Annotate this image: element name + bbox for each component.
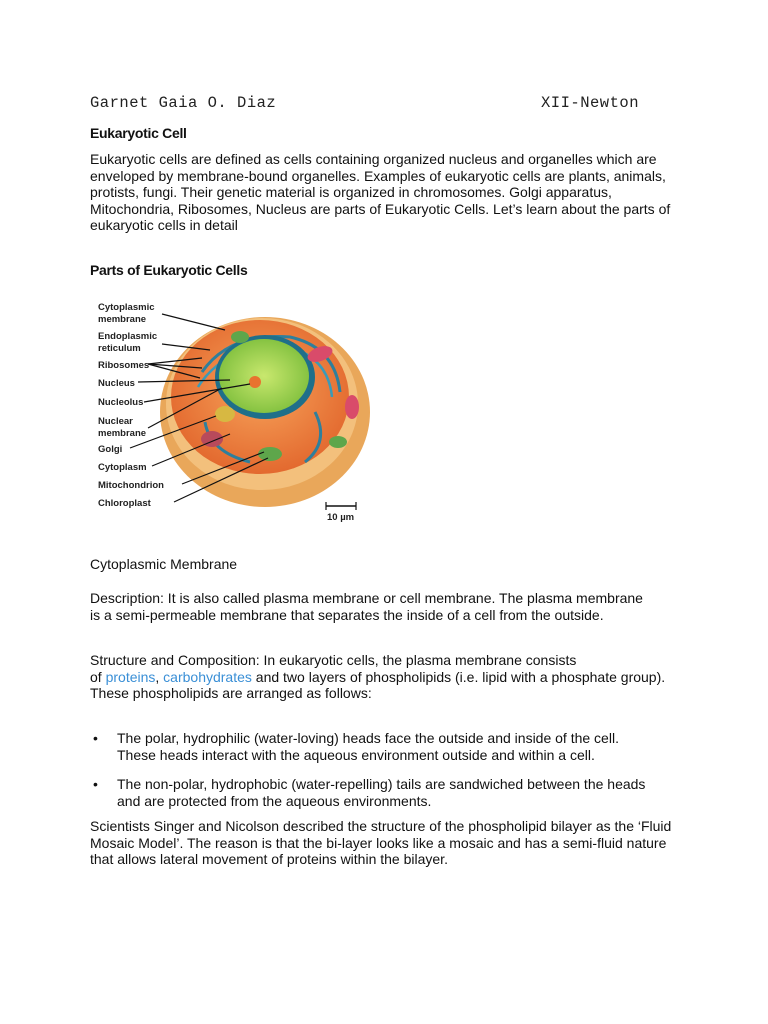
structure-line-1: Structure and Composition: In eukaryotic cells, the plasma membrane consists: [90, 652, 577, 668]
membrane-description: Description: It is also called plasma membrane or cell membrane. The plasma membrane is a semi-permeable membrane that separates the inside of a cell from the outside.: [90, 590, 643, 623]
label-chloroplast: Chloroplast: [98, 498, 151, 509]
structure-of: of: [90, 668, 106, 685]
structure-comma: ,: [155, 668, 164, 685]
nucleolus-icon: [249, 376, 261, 388]
label-nucleus: Nucleus: [98, 378, 135, 389]
label-endoplasmic: Endoplasmic: [98, 331, 158, 342]
heading-eukaryotic-cell: Eukaryotic Cell: [90, 125, 187, 141]
label-membrane: membrane: [98, 314, 147, 325]
bullet-item: • The non-polar, hydrophobic (water-repelling) tails are sandwiched between the heads and are protected from the aqueous environments.: [90, 776, 656, 809]
label-mitochondrion: Mitochondrion: [98, 480, 164, 491]
author-name: Garnet Gaia O. Diaz: [90, 94, 277, 112]
scale-bar-label: 10 µm: [327, 512, 355, 523]
structure-paragraph: [90, 652, 690, 702]
label-reticulum: reticulum: [98, 343, 141, 354]
golgi-icon: [215, 406, 235, 422]
label-ribosomes: Ribosomes: [98, 360, 150, 371]
section-title-membrane: Cytoplasmic Membrane: [90, 556, 238, 572]
label-golgi: Golgi: [98, 444, 123, 455]
structure-rest: and two layers of phospholipids (i.e. lipid with a phosphate group).: [251, 668, 666, 685]
label-nuclear: Nuclear: [98, 416, 133, 427]
eukaryotic-cell-figure: [90, 292, 380, 528]
bullet-item: • The polar, hydrophilic (water-loving) heads face the outside and inside of the cell. These heads interact with the aqueous environment outside and within a cell.: [90, 730, 656, 763]
bilayer-bullets: [90, 730, 656, 822]
structure-line-3: These phospholipids are arranged as follows:: [90, 685, 372, 701]
structure-line-2: [90, 669, 690, 686]
heading-parts: Parts of Eukaryotic Cells: [90, 262, 248, 278]
chloroplast-icon: [258, 447, 282, 461]
fluid-mosaic-paragraph: Scientists Singer and Nicolson described the structure of the phospholipid bilayer as the ‘Fluid Mosaic Model’. The reason is that the bi-layer looks like a mosaic and has a semi-fluid nature that allows lateral movement of proteins within the bilayer.: [90, 818, 672, 867]
carbohydrates-link[interactable]: carbohydrates: [163, 668, 252, 685]
proteins-link[interactable]: proteins: [105, 668, 156, 685]
class-section: XII-Newton: [541, 94, 640, 112]
label-nucleolus: Nucleolus: [98, 397, 144, 408]
label-cytoplasm: Cytoplasm: [98, 462, 147, 473]
label-nuclear-membrane: membrane: [98, 428, 147, 439]
nucleus-icon: [219, 339, 309, 413]
label-cytoplasmic: Cytoplasmic: [98, 302, 155, 313]
intro-paragraph: Eukaryotic cells are defined as cells containing organized nucleus and organelles which are enveloped by membrane-bound organelles. Examples of eukaryotic cells are plants, animals, protists, fungi. Their genetic material is organized in chromosomes. Golgi apparatus, Mitochondria, Ribosomes, Nucleus are parts of Eukaryotic Cells. Let’s learn about the parts of eukaryotic cells in detail: [90, 151, 671, 233]
